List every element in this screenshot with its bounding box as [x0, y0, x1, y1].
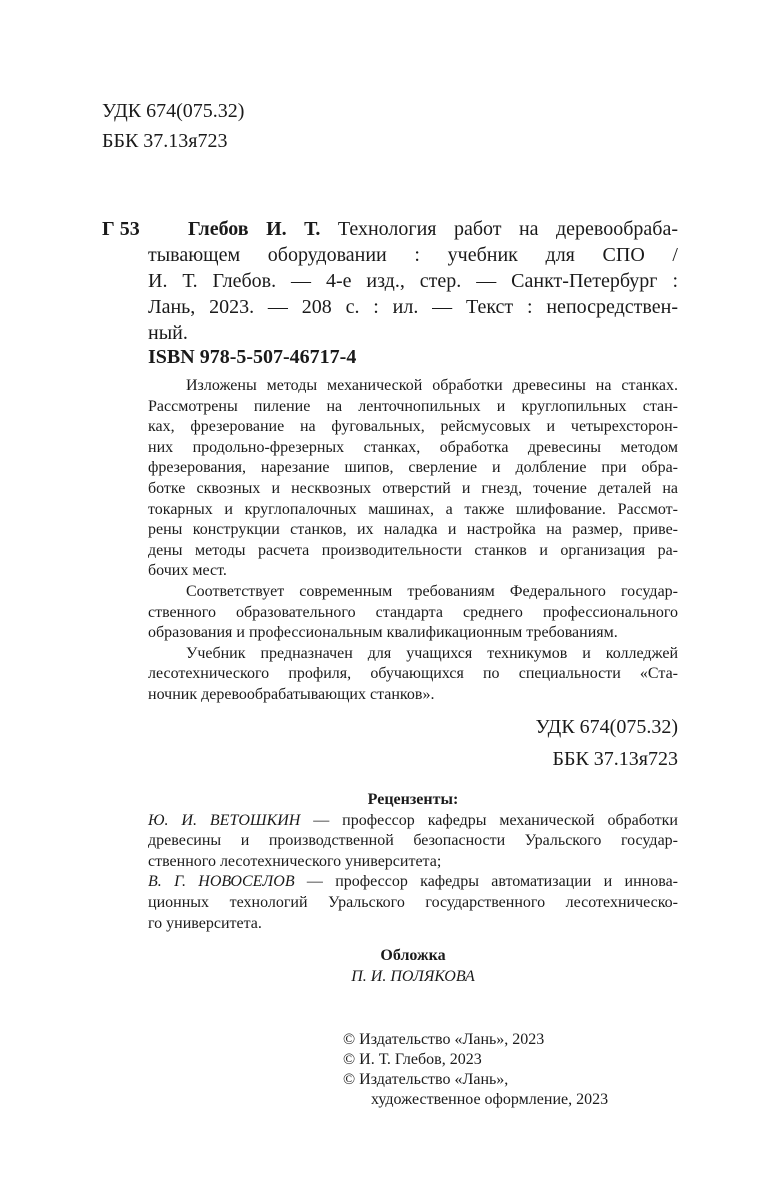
- reviewer-line: го университета.: [148, 914, 262, 932]
- reviewer-line: ционных технологий Уральского государственного лесотехническо-: [148, 893, 678, 911]
- entry-author: Глебов И. Т.: [188, 218, 321, 240]
- abstract-line: лесотехнического профиля, обучающихся по специальности «Ста-: [148, 665, 678, 683]
- abstract-line: ках, фрезерование на фуговальных, рейсмусовых и четырехсторон-: [148, 418, 678, 436]
- header-codes: [102, 98, 244, 154]
- cover-credit: [148, 946, 678, 987]
- entry-line: Технология работ на деревообраба-: [337, 218, 679, 240]
- bbk-code: ББК 37.13я723: [102, 130, 228, 152]
- abstract-line: образования и профессиональным квалификационным требованиям.: [148, 624, 618, 642]
- bibliographic-entry: [148, 216, 678, 346]
- author-sign: Г 53: [102, 218, 140, 240]
- udk-code: УДК 674(075.32): [535, 716, 678, 738]
- reviewers: [148, 790, 678, 934]
- copyright-line: © Издательство «Лань»,: [343, 1071, 509, 1088]
- abstract-line: Изложены методы механической обработки древесины на станках.: [186, 377, 678, 394]
- reviewer-line: ственного лесотехнического университета;: [148, 852, 442, 870]
- entry-line: ный.: [148, 322, 188, 344]
- abstract-line: Рассмотрены пиление на ленточнопильных и круглопильных стан-: [148, 397, 678, 415]
- reviewer-line: — профессор кафедры механической обработки: [300, 811, 678, 829]
- cover-title: Обложка: [380, 947, 446, 964]
- reviewer-line: — профессор кафедры автоматизации и иннова-: [294, 873, 678, 891]
- cover-author: П. И. ПОЛЯКОВА: [351, 967, 475, 985]
- reviewer-line: древесины и производственной безопасности Уральского государ-: [148, 832, 678, 850]
- bbk-code: ББК 37.13я723: [552, 748, 678, 770]
- abstract-line: дены методы расчета производительности станков и организация ра-: [148, 541, 678, 559]
- entry-line: тывающем оборудовании : учебник для СПО /: [148, 244, 678, 266]
- entry-line: Лань, 2023. — 208 с. : ил. — Текст : непосредствен-: [148, 296, 678, 318]
- footer-codes: [496, 714, 678, 772]
- reviewer-name: Ю. И. ВЕТОШКИН: [148, 811, 301, 829]
- copyright-line: © Издательство «Лань», 2023: [343, 1031, 545, 1048]
- copyright-line: © И. Т. Глебов, 2023: [343, 1051, 482, 1068]
- abstract: [148, 376, 678, 706]
- abstract-line: фрезерования, нарезание шипов, сверление и долбление при обра-: [148, 459, 678, 477]
- copyright-line: художественное оформление, 2023: [371, 1091, 609, 1108]
- abstract-line: Соответствует современным требованиям Федерального государ-: [186, 582, 678, 600]
- entry-line: И. Т. Глебов. — 4-е изд., стер. — Санкт-Петербург :: [148, 270, 678, 292]
- abstract-line: них продольно-фрезерных станках, обработка древесины методом: [148, 438, 678, 456]
- copyright-block: [343, 1030, 608, 1110]
- abstract-line: рены конструкции станков, их наладка и настройка на размер, приве-: [148, 521, 678, 539]
- abstract-line: бочих мест.: [148, 562, 227, 580]
- reviewer-name: В. Г. НОВОСЕЛОВ: [148, 873, 295, 891]
- abstract-line: ботке сквозных и несквозных отверстий и гнезд, точение деталей на: [148, 479, 678, 497]
- reviewers-title: Рецензенты:: [367, 791, 459, 808]
- isbn: ISBN 978-5-507-46717-4: [148, 346, 357, 368]
- abstract-line: ственного образовательного стандарта среднего профессионального: [148, 603, 678, 621]
- abstract-line: Учебник предназначен для учащихся техникумов и колледжей: [186, 644, 678, 662]
- udk-code: УДК 674(075.32): [102, 100, 245, 122]
- abstract-line: токарных и круглопалочных машинах, а также шлифование. Рассмот-: [148, 500, 678, 518]
- abstract-line: ночник деревообрабатывающих станков».: [148, 685, 435, 703]
